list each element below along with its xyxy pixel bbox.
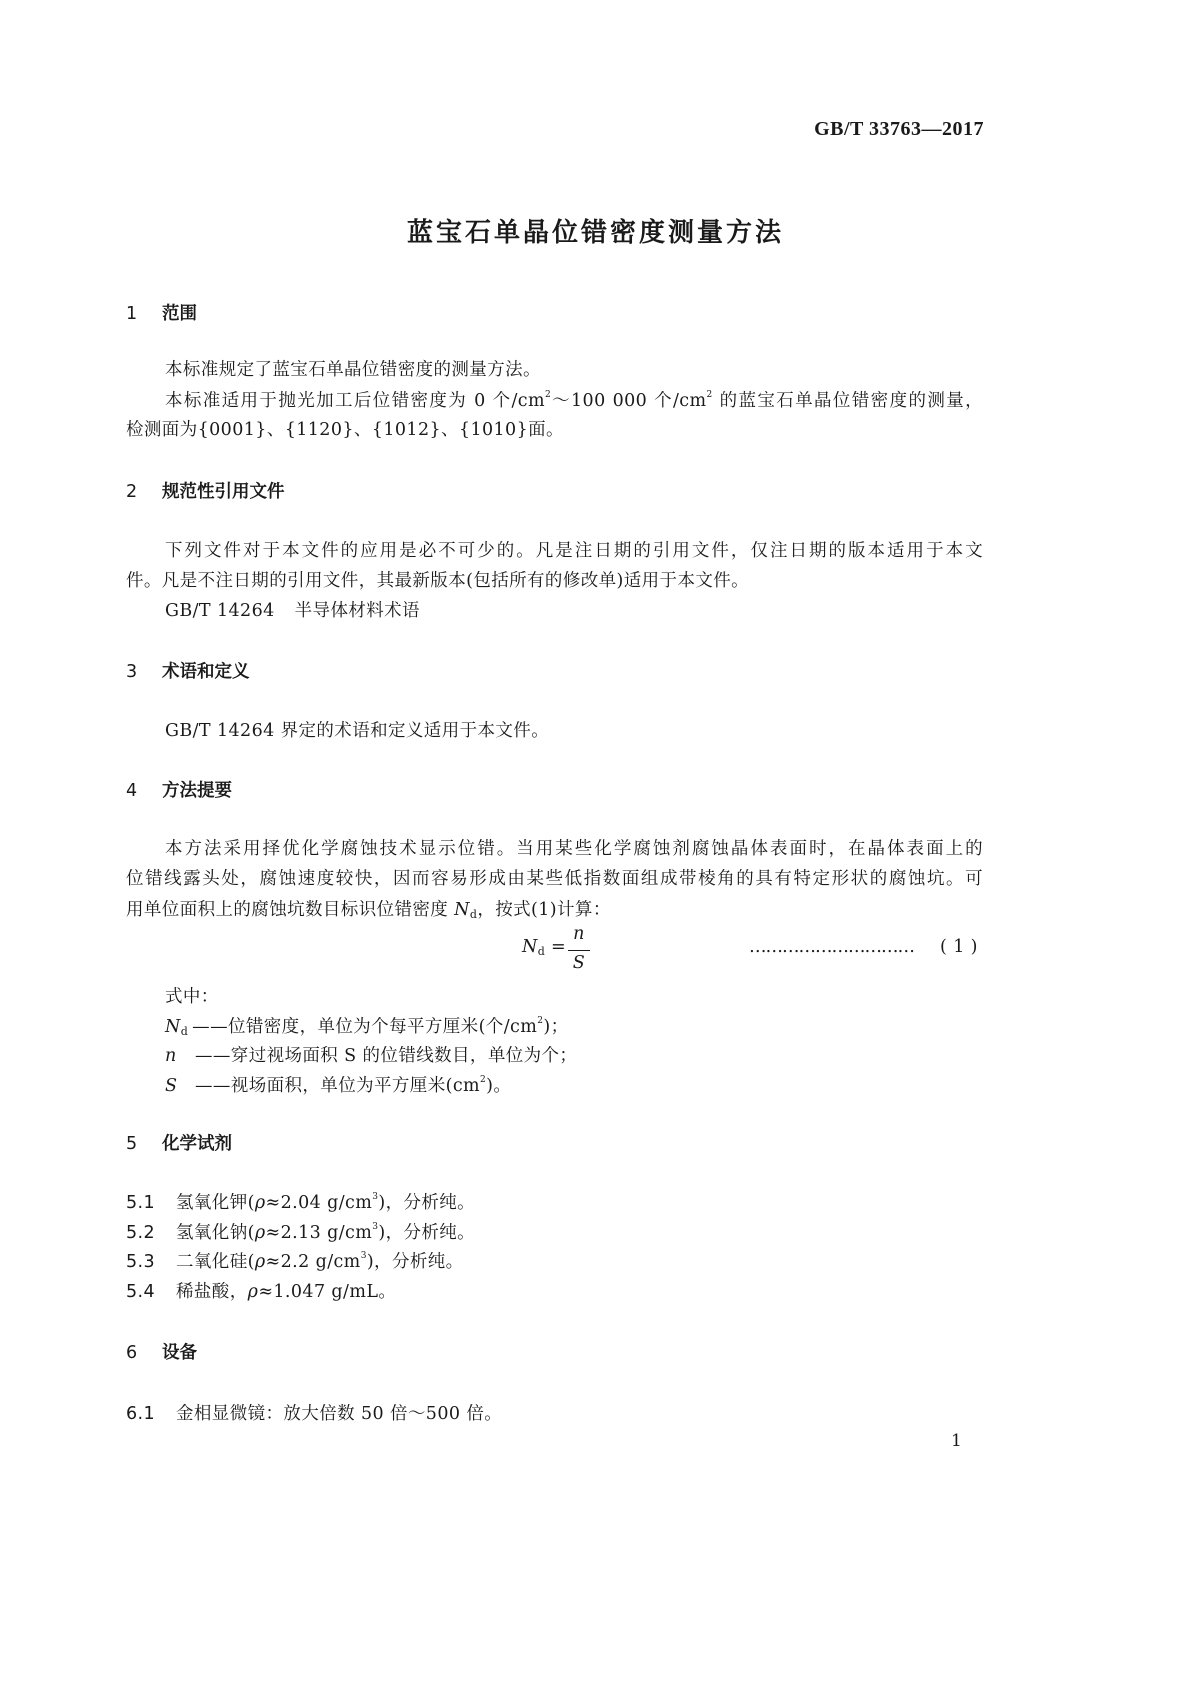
section-3-heading [126,658,250,683]
reference-code: GB/T 14264 [165,601,275,621]
formula-lhs: $N_d$ [522,937,546,958]
section-1-paragraph-1: 本标准规定了蓝宝石单晶位错密度的测量方法。 [165,360,541,380]
section-number: 5 [126,1134,138,1154]
normative-reference [165,597,420,622]
section-4-line-3: 用单位面积上的腐蚀坑数目标识位错密度 $N_d$，按式(1)计算： [126,900,611,921]
section-title: 设备 [162,1343,197,1363]
section-number: 4 [126,781,138,801]
definition-nd: $N_d$ ——位错密度，单位为个每平方厘米(个$/cm^2$)； [165,1016,569,1038]
section-4-line-2: 位错线露头处，腐蚀速度较快，因而容易形成由某些低指数面组成带棱角的具有特定形状的腐蚀坑。可 [126,869,983,889]
reference-title: 半导体材料术语 [294,601,420,621]
section-4-line-1: 本方法采用择优化学腐蚀技术显示位错。当用某些化学腐蚀剂腐蚀晶体表面时，在晶体表面上的 [165,839,983,859]
reagent-item: 5.1 氢氧化钾(ρ≈2.04 $g/cm^3$)，分析纯。 [126,1192,476,1213]
standard-code: GB/T 33763—2017 [814,118,984,140]
section-title: 术语和定义 [162,662,250,682]
section-number: 1 [126,304,138,324]
where-label: 式中： [165,987,219,1007]
section-number: 2 [126,482,138,502]
section-6-heading [126,1339,197,1364]
section-1-heading [126,300,197,325]
section-2-paragraph-line-2: 件。凡是不注日期的引用文件，其最新版本(包括所有的修改单)适用于本文件。 [126,571,750,591]
section-2-paragraph-line-1: 下列文件对于本文件的应用是必不可少的。凡是注日期的引用文件，仅注日期的版本适用于本文 [165,541,983,561]
section-2-heading [126,478,285,503]
reagent-item: 5.3 二氧化硅(ρ≈2.2 $g/cm^3$)，分析纯。 [126,1251,464,1272]
section-title: 方法提要 [162,781,232,801]
section-title: 范围 [162,304,197,324]
formula-numerator: n [573,924,585,944]
section-1-paragraph-2-line-1: 本标准适用于抛光加工后位错密度为 0 个$/cm^2\sim 100$ 000 个$/cm^2$ 的蓝宝石单晶位错密度的测量， [165,390,984,411]
section-3-paragraph: GB/T 14264 界定的术语和定义适用于本文件。 [165,721,550,741]
formula-number: ( 1 ) [940,937,978,957]
page-number: 1 [951,1431,962,1451]
equipment-item: 6.1 金相显微镜：放大倍数 50 倍～500 倍。 [126,1404,503,1424]
section-1-paragraph-2-line-2: 检测面为{0001}、{1120}、{1012}、{1010}面。 [126,420,564,440]
reagent-item: 5.2 氢氧化钠(ρ≈2.13 $g/cm^3$)，分析纯。 [126,1222,476,1243]
section-title: 规范性引用文件 [162,482,285,502]
definition-n: n ——穿过视场面积 S 的位错线数目，单位为个； [165,1046,578,1066]
section-number: 3 [126,662,138,682]
section-title: 化学试剂 [162,1134,232,1154]
fraction-bar [568,950,590,951]
definition-s: S ——视场面积，单位为平方厘米$(cm^2)$。 [165,1075,512,1096]
formula-denominator: S [572,953,586,973]
section-5-heading [126,1130,232,1155]
section-number: 6 [126,1343,138,1363]
formula-equals: = [551,937,567,957]
document-title: 蓝宝石单晶位错密度测量方法 [406,218,784,248]
formula-leader-dots: ………………………… [749,937,914,957]
section-4-heading [126,777,232,802]
reagent-item: 5.4 稀盐酸，ρ≈1.047 g/mL。 [126,1282,397,1302]
